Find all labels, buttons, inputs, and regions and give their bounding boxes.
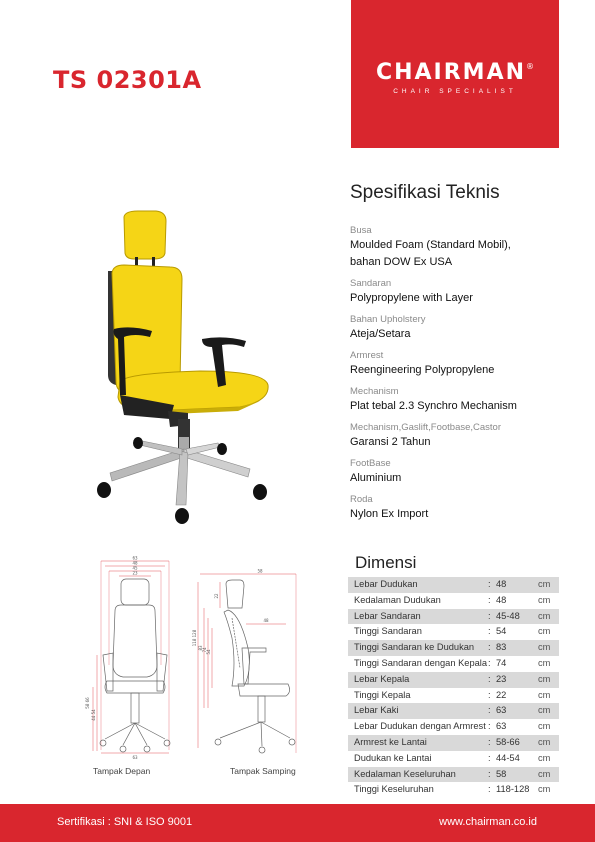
dimension-label: Lebar Kepala [354,673,410,684]
dimension-colon: : [488,673,491,684]
spec-list [350,224,575,529]
dimension-value: 63 [496,705,507,716]
spec-value: Plat tebal 2.3 Synchro Mechanism [350,400,517,412]
spec-item [350,224,575,271]
brand-logo [351,0,559,148]
dimension-value: 45-48 [496,610,520,621]
dimension-unit: cm [538,768,551,779]
dimension-row [348,593,559,609]
dimension-value: 44-54 [496,752,520,763]
dimension-unit: cm [538,657,551,668]
side-view-caption: Tampak Samping [230,766,296,776]
side-view-drawing [190,568,300,758]
dimension-value: 63 [496,721,507,732]
spec-label: Mechanism,Gaslift,Footbase,Castor [350,422,502,433]
spec-label: Armrest [350,350,384,361]
spec-value: Ateja/Setara [350,328,411,340]
spec-item [350,421,575,451]
dimension-label: Tinggi Sandaran dengan Kepala [354,657,488,668]
dimension-label: Kedalaman Keseluruhan [354,768,456,779]
dim-label: 48 [132,560,138,566]
dimension-label: Dudukan ke Lantai [354,752,432,763]
spec-label: Busa [350,225,372,236]
spec-label: Bahan Upholstery [350,314,426,325]
spec-item [350,277,575,307]
dimension-colon: : [488,642,491,653]
spec-value: Garansi 2 Tahun [350,436,431,448]
dimension-unit: cm [538,673,551,684]
dimension-unit: cm [538,610,551,621]
spec-item [350,313,575,343]
dim-label: 83 [198,645,203,651]
dimension-unit: cm [538,736,551,747]
footer-bar [0,804,595,842]
spec-item [350,493,575,523]
dimension-value: 118-128 [496,784,530,795]
dimension-colon: : [488,784,491,795]
spec-title: Spesifikasi Teknis [350,182,500,203]
spec-label: Roda [350,494,373,505]
dim-label: 54 [206,649,211,655]
dimension-unit: cm [538,642,551,653]
dimension-label: Lebar Dudukan dengan Armrest [354,721,486,732]
dimension-unit: cm [538,752,551,763]
dimension-colon: : [488,610,491,621]
dim-label: 48 [263,618,269,623]
dim-label: 58 [257,568,263,574]
dimension-row [348,703,559,719]
dimension-unit: cm [538,626,551,637]
dimension-label: Lebar Dudukan [354,579,418,589]
dimension-unit: cm [538,689,551,700]
dimension-label: Armrest ke Lantai [354,736,427,747]
spec-value: Polypropylene with Layer [350,292,473,304]
dimension-label: Lebar Kaki [354,705,399,716]
spec-item [350,457,575,487]
dimension-row [348,656,559,672]
dimension-row [348,672,559,688]
spec-label: Sandaran [350,278,392,289]
dimension-row [348,719,559,735]
dimension-colon: : [488,752,491,763]
dimension-row [348,767,559,783]
dimension-label: Lebar Sandaran [354,610,421,621]
dimension-label: Tinggi Sandaran ke Dudukan [354,642,475,653]
dimension-colon: : [488,768,491,779]
dimension-value: 74 [496,657,507,668]
dim-label: 45 [132,565,138,571]
dim-label: 22 [214,593,219,599]
dim-label: 118 128 [192,629,197,647]
dimension-value: 22 [496,689,507,700]
dim-label: 74 [202,647,207,653]
dimension-colon: : [488,736,491,747]
dimension-title: Dimensi [355,553,417,572]
spec-item [350,349,575,379]
dimension-value: 58-66 [496,736,520,747]
dimension-value: 83 [496,642,507,653]
dimension-value: 48 [496,594,507,605]
brand-tagline: CHAIR SPECIALIST [393,88,517,95]
dimension-colon: : [488,721,491,732]
dimension-colon: : [488,626,491,637]
certification-text: Sertifikasi : SNI & ISO 9001 [57,816,193,828]
dimension-colon: : [488,579,491,589]
spec-value: Reengineering Polypropylene [350,364,495,376]
spec-value: Moulded Foam (Standard Mobil), [350,239,511,251]
website-link[interactable]: www.chairman.co.id [439,816,537,828]
front-view-drawing [85,555,185,760]
spec-label: Mechanism [350,386,399,397]
dimension-value: 58 [496,768,507,779]
dimension-value: 48 [496,579,507,589]
dimension-row [348,624,559,640]
dimension-colon: : [488,689,491,700]
dimension-colon: : [488,657,491,668]
dim-label: 63 [132,755,138,760]
dimension-row [348,577,559,593]
chair-photo [90,205,290,530]
dimension-row [348,640,559,656]
spec-value: Nylon Ex Import [350,508,429,520]
spec-label: FootBase [350,458,391,469]
dim-label: 44 54 [91,709,96,721]
dimension-unit: cm [538,594,551,605]
dimension-label: Tinggi Sandaran [354,626,422,637]
dimension-row [348,688,559,704]
dimension-unit: cm [538,721,551,732]
dim-label: 23 [132,570,138,576]
spec-item [350,385,575,415]
dimension-unit: cm [538,579,551,589]
dimension-colon: : [488,705,491,716]
dimension-row [348,609,559,625]
dimension-value: 23 [496,673,507,684]
dim-label: 63 [132,555,138,561]
dimension-label: Tinggi Kepala [354,689,411,700]
dimension-unit: cm [538,784,551,795]
dimension-label: Tinggi Keseluruhan [354,784,434,795]
dimension-colon: : [488,594,491,605]
model-number: TS 02301A [53,66,202,94]
dim-label: 58 66 [85,697,90,709]
front-view-caption: Tampak Depan [93,766,151,776]
dimension-value: 54 [496,626,507,637]
dimension-row [348,735,559,751]
dimension-table [348,577,559,798]
spec-value: Aluminium [350,472,402,484]
dimension-row [348,782,559,798]
spec-value: bahan DOW Ex USA [350,256,453,268]
dimension-row [348,751,559,767]
dimension-unit: cm [538,705,551,716]
dimension-label: Kedalaman Dudukan [354,594,441,605]
brand-name: CHAIRMAN® [375,60,535,85]
